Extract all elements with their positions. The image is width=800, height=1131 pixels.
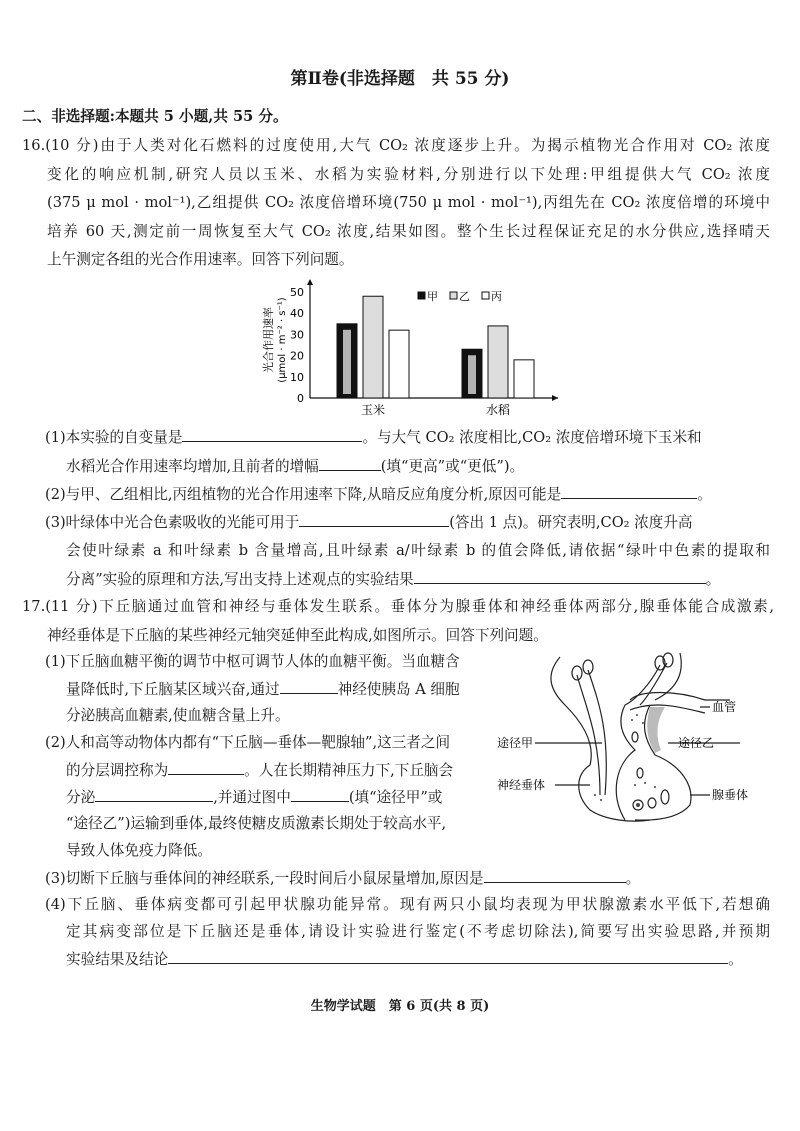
q17-1-line — [66, 679, 460, 700]
legend-swatch — [482, 292, 489, 299]
bar-丙-水稻 — [514, 360, 534, 398]
legend-label: 丙 — [491, 290, 502, 303]
q16-3-text: (3)叶绿体中光合色素吸收的光能可用于 — [45, 514, 300, 531]
y-tick-label: 30 — [290, 328, 304, 342]
label-adenohypophysis: 腺垂体 — [712, 788, 749, 802]
q16-stem-line: 上午测定各组的光合作用速率。回答下列问题。 — [47, 251, 354, 268]
q16-stem-line: 变化的响应机制,研究人员以玉米、水稻为实验材料,分别进行以下处理:甲组提供大气 CO₂ 浓度 — [47, 166, 770, 183]
photosynthesis-bar-chart — [240, 278, 580, 423]
period: 。 — [625, 870, 641, 887]
hypothalamus-pituitary-diagram — [497, 645, 775, 845]
label-neurohypophysis: 神经垂体 — [497, 778, 546, 792]
legend-swatch — [450, 292, 457, 299]
part-title: 第Ⅱ卷(非选择题 共 55 分) — [290, 69, 510, 89]
answer-blank[interactable] — [299, 512, 449, 527]
y-tick-label: 40 — [290, 307, 304, 321]
legend-label: 甲 — [427, 290, 438, 303]
period: 。 — [705, 571, 721, 588]
q16-1-line — [45, 427, 702, 448]
q16-1-text: 。与大气 CO₂ 浓度相比,CO₂ 浓度倍增环境下玉米和 — [362, 429, 702, 446]
q16-3-text: 分离”实验的原理和方法,写出支持上述观点的实验结果 — [66, 571, 414, 588]
x-category-label: 玉米 — [360, 403, 386, 417]
y-tick-label: 50 — [290, 286, 304, 299]
q16-2-text: (2)与甲、乙组相比,丙组植物的光合作用速率下降,从暗反应角度分析,原因可能是 — [45, 486, 562, 503]
q17-4-text: (4)下丘脑、垂体病变都可引起甲状腺功能异常。现有两只小鼠均表现为甲状腺激素水平低下,若想确 — [45, 896, 770, 913]
q16-1-text: 水稻光合作用速率均增加,且前者的增幅 — [66, 458, 319, 475]
q16-1-line — [66, 456, 524, 477]
answer-blank[interactable] — [168, 949, 728, 964]
q16-3-line — [66, 569, 720, 590]
q17-2-text: 导致人体免疫力降低。 — [66, 842, 212, 859]
y-tick-label: 20 — [290, 349, 304, 363]
section-heading: 二、非选择题:本题共 5 小题,共 55 分。 — [22, 108, 288, 125]
q17-4-text: 定其病变部位是下丘脑还是垂体,请设计实验进行鉴定(不考虑切除法),简要写出实验思路,并预期 — [66, 923, 770, 940]
y-tick-label: 10 — [290, 370, 304, 384]
answer-blank[interactable] — [291, 787, 349, 802]
q16-1-text: (1)本实验的自变量是 — [45, 429, 183, 446]
bar-丙-玉米 — [389, 330, 409, 398]
answer-blank[interactable] — [182, 427, 362, 442]
answer-blank[interactable] — [168, 760, 244, 775]
q17-2-text: 分泌 — [66, 789, 96, 806]
bar-highlight — [343, 330, 351, 394]
y-tick-label: 0 — [297, 392, 304, 405]
q17-1-text: (1)下丘脑血糖平衡的调节中枢可调节人体的血糖平衡。当血糖含 — [45, 653, 460, 670]
q17-1-text: 神经使胰岛 A 细胞 — [337, 681, 460, 698]
q17-1-text: 分泌胰高血糖素,使血糖含量上升。 — [66, 707, 290, 724]
q17-2-text: 。人在长期精神压力下,下丘脑会 — [244, 762, 454, 779]
legend-label: 乙 — [459, 290, 470, 303]
q16-stem-line: 16.(10 分)由于人类对化石燃料的过度使用,大气 CO₂ 浓度逐步上升。为揭示植物光合作用对 CO₂ 浓度 — [22, 137, 770, 154]
q17-3-line — [45, 868, 640, 889]
q17-stem-line: 神经垂体是下丘脑的某些神经元轴突延伸至此构成,如图所示。回答下列问题。 — [47, 627, 548, 644]
answer-blank[interactable] — [280, 679, 338, 694]
q16-3-line — [45, 512, 693, 533]
x-category-label: 水稻 — [485, 403, 511, 417]
label-path-b: 途径乙 — [678, 736, 715, 750]
q17-2-text: (2)人和高等动物体内都有“下丘脑—垂体—靶腺轴”,这三者之间 — [45, 734, 451, 751]
q17-4-line — [66, 949, 743, 970]
q17-stem-line: 17.(11 分)下丘脑通过血管和神经与垂体发生联系。垂体分为腺垂体和神经垂体两部分,腺垂体能合成激素, — [22, 598, 774, 615]
q17-2-text: “途径乙”)运输到垂体,最终使糖皮质激素长期处于较高水平, — [66, 815, 447, 832]
answer-blank[interactable] — [95, 787, 213, 802]
q16-2-line — [45, 484, 712, 505]
x-axis-arrow-icon — [552, 395, 558, 401]
period: 。 — [728, 951, 743, 968]
q16-stem-line: 培养 60 天,测定前一周恢复至大气 CO₂ 浓度,结果如图。整个生长过程保证充足的水分供应,选择晴天 — [47, 223, 770, 240]
bar-乙-玉米 — [363, 296, 383, 398]
q17-1-text: 量降低时,下丘脑某区域兴奋,通过 — [66, 681, 280, 698]
y-axis-arrow-icon — [307, 279, 313, 285]
label-blood-vessel: 血管 — [712, 700, 737, 714]
answer-blank[interactable] — [319, 456, 381, 471]
q17-2-line — [66, 787, 442, 808]
page-footer: 生物学试题 第 6 页(共 8 页) — [310, 999, 490, 1014]
q17-2-text: (填“途径甲”或 — [348, 789, 443, 806]
q16-3-text: (答出 1 点)。研究表明,CO₂ 浓度升高 — [449, 514, 693, 531]
y-axis-label: 光合作用速率 — [262, 307, 275, 373]
y-axis-unit: (μmol · m⁻² · s⁻¹) — [277, 297, 288, 383]
legend-swatch — [418, 292, 425, 299]
q16-1-text: (填“更高”或“更低”)。 — [380, 458, 525, 475]
answer-blank[interactable] — [561, 484, 697, 499]
answer-blank[interactable] — [414, 569, 706, 584]
period: 。 — [697, 486, 712, 503]
q17-2-text: ,并通过图中 — [213, 789, 291, 806]
bar-乙-水稻 — [488, 326, 508, 398]
bar-highlight — [468, 355, 476, 394]
q16-stem-line: (375 μ mol · mol⁻¹),乙组提供 CO₂ 浓度倍增环境(750 μ mol · mol⁻¹),丙组先在 CO₂ 浓度倍增的环境中 — [47, 194, 770, 211]
q17-2-text: 的分层调控称为 — [66, 762, 169, 779]
answer-blank[interactable] — [484, 868, 626, 883]
label-path-a: 途径甲 — [497, 736, 534, 750]
q16-3-text: 会使叶绿素 a 和叶绿素 b 含量增高,且叶绿素 a/叶绿素 b 的值会降低,请依据“绿叶中色素的提取和 — [66, 542, 770, 559]
q17-4-text: 实验结果及结论 — [66, 951, 169, 968]
q17-3-text: (3)切断下丘脑与垂体间的神经联系,一段时间后小鼠尿量增加,原因是 — [45, 870, 484, 887]
q17-2-line — [66, 760, 453, 781]
